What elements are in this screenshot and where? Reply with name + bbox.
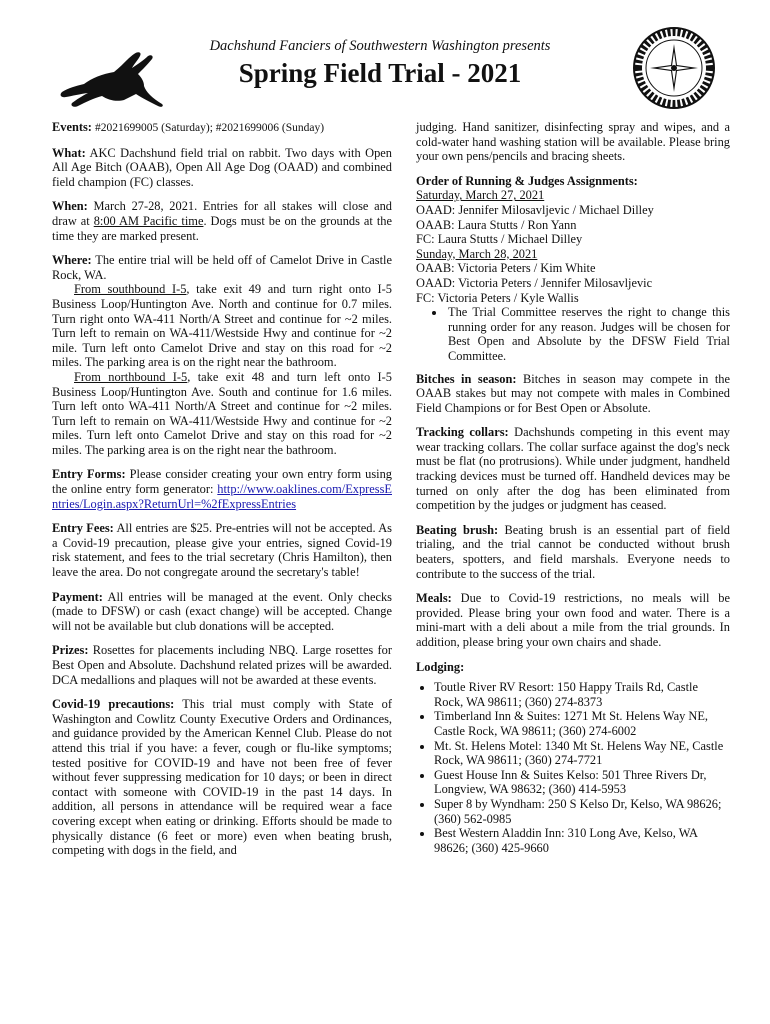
when-label: When:: [52, 199, 88, 214]
sunday-heading: Sunday, March 28, 2021: [416, 246, 538, 261]
lodging-heading: [416, 660, 730, 675]
covid-section: [52, 697, 392, 858]
order-label: Order of Running & Judges Assignments:: [416, 173, 638, 188]
northbound-label: From northbound I-5: [74, 369, 188, 384]
tracking-text: Dachshunds competing in this event may wear tracking collars. The collar surface against the dog's neck must be flat (no protrusions). While under judgment, handheld tracking devices must be turned off. Handheld devices may be turned on only after the dog has been eliminated from competition by the judges or judgment has ceased.: [416, 425, 730, 513]
bitches-label: Bitches in season:: [416, 371, 517, 386]
meals-text: Due to Covid-19 restrictions, no meals will be provided. Please bring your own food and water. There is a mini-mart with a deli about a mile from the trial grounds. In addition, please bring your own chairs and shade.: [416, 591, 730, 649]
brush-section: [416, 523, 730, 581]
club-seal-logo: [632, 26, 716, 110]
prizes-text: Rosettes for placements including NBQ. Large rosettes for Best Open and Absolute. Dachshund related prizes will be awarded. DCA medallions and plaques will not be awarded at these events.: [52, 643, 392, 687]
covid-continued-text: judging. Hand sanitizer, disinfecting spray and wipes, and a cold-water hand washing station will be available. Please bring your own pens/pencils and bracing sheets.: [416, 120, 730, 164]
what-section: [52, 146, 392, 190]
events-section: [52, 120, 392, 136]
entry-forms-text: Please consider creating your own entry form using the online entry form generator:: [52, 467, 392, 497]
where-section: [52, 253, 392, 282]
entry-fees-section: [52, 521, 392, 579]
saturday-assignment: OAAB: Laura Stutts / Ron Yann: [416, 217, 577, 232]
lodging-label: Lodging:: [416, 659, 465, 674]
page-header: [0, 0, 770, 118]
prizes-label: Prizes:: [52, 643, 89, 658]
committee-note-list: [416, 305, 730, 363]
what-text: AKC Dachshund field trial on rabbit. Two days with Open All Age Bitch (OAAB), Open All Age Dog (OAAD) and combined field champion (FC) classes.: [52, 145, 392, 189]
covid-continued: [416, 120, 730, 164]
draw-time: 8:00 AM Pacific time: [93, 213, 204, 228]
sunday-assignment: OAAD: Victoria Peters / Jennifer Milosavljevic: [416, 275, 653, 290]
brush-text: Beating brush is an essential part of field trialing, and the trial cannot be conducted without brush beaters, spotters, and field marshals. Everyone needs to contribute to the success of the trial.: [416, 522, 730, 581]
bitches-section: [416, 372, 730, 416]
header-subtitle: Dachshund Fanciers of Southwestern Washington presents: [209, 38, 551, 54]
saturday-assignment: OAAD: Jennifer Milosavljevic / Michael Dilley: [416, 202, 654, 217]
right-column: [416, 120, 730, 863]
saturday-assignment: FC: Laura Stutts / Michael Dilley: [416, 232, 583, 247]
tracking-section: [416, 425, 730, 513]
when-section: [52, 199, 392, 243]
what-label: What:: [52, 145, 86, 160]
page-title: Spring Field Trial - 2021: [238, 58, 522, 88]
saturday-heading: Saturday, March 27, 2021: [416, 188, 545, 203]
southbound-text: , take exit 49 and turn right onto I-5 Business Loop/Huntington Ave. North and continue for 0.7 miles. Turn right onto WA-411 North/A Street and continue for ~2 miles. Turn left to remain on WA-411/Westside Hwy and continue for ~2 mile. Turn left onto Camelot Drive and stay on this road for ~2 miles. The parking area is on the right near the bathroom.: [52, 282, 392, 370]
meals-section: [416, 591, 730, 649]
lodging-item: • Best Western Aladdin Inn: 310 Long Ave, Kelso, WA 98626; (360) 425-9660: [434, 826, 730, 855]
committee-note: • The Trial Committee reserves the right to change this running order for any reason. Judges will be chosen for Best Open and Absolute by the DFSW Field Trial Committee.: [446, 305, 730, 363]
meals-label: Meals:: [416, 591, 452, 606]
tracking-label: Tracking collars:: [416, 425, 509, 440]
lodging-list: [416, 680, 730, 855]
payment-text: All entries will be managed at the event. Only checks (made to DFSW) or cash (exact change) will be accepted. Change will not be available but club donations will be accepted.: [52, 589, 392, 633]
bitches-text: Bitches in season may compete in the OAAB stakes but may not compete with males in Combined Field Champions or for Best Open or Absolute.: [416, 371, 730, 415]
lodging-item: • Super 8 by Wyndham: 250 S Kelso Dr, Kelso, WA 98626; (360) 562-0985: [434, 797, 730, 826]
entry-fees-label: Entry Fees:: [52, 521, 114, 536]
sunday-assignment: OAAB: Victoria Peters / Kim White: [416, 261, 596, 276]
when-text-end: . Dogs must be on the grounds at the time they are marked present.: [52, 213, 393, 243]
when-text: March 27-28, 2021. Entries for all stakes will close and draw at: [52, 199, 392, 228]
left-column: [52, 120, 392, 868]
events-label: Events:: [52, 120, 92, 134]
where-text: The entire trial will be held off of Camelot Drive in Castle Rock, WA.: [52, 253, 393, 282]
entry-forms-section: [52, 467, 392, 511]
entry-forms-label: Entry Forms:: [52, 467, 126, 482]
southbound-directions: [52, 282, 392, 370]
payment-section: [52, 590, 392, 634]
payment-label: Payment:: [52, 589, 103, 604]
entry-fees-text: All entries are $25. Pre-entries will not be accepted. As a Covid-19 precaution, please give your entries, signed Covid-19 risk statement, and fees to the trial secretary (Chris Hamilton), then leave the area. Do not congregate around the secretary's table!: [52, 521, 392, 580]
southbound-label: From southbound I-5: [74, 282, 187, 297]
events-text: #2021699005 (Saturday); #2021699006 (Sunday): [95, 122, 325, 134]
where-label: Where:: [52, 253, 92, 268]
prizes-section: [52, 643, 392, 687]
brush-label: Beating brush:: [416, 522, 499, 537]
lodging-item: • Toutle River RV Resort: 150 Happy Trails Rd, Castle Rock, WA 98611; (360) 274-8373: [434, 680, 730, 709]
order-heading: [416, 174, 730, 189]
lodging-item: • Timberland Inn & Suites: 1271 Mt St. Helens Way NE, Castle Rock, WA 98611; (360) 274-6002: [434, 709, 730, 738]
covid-label: Covid-19 precautions:: [52, 697, 175, 712]
sunday-assignment: FC: Victoria Peters / Kyle Wallis: [416, 290, 579, 305]
lodging-item: • Mt. St. Helens Motel: 1340 Mt St. Helens Way NE, Castle Rock, WA 98611; (360) 274-7721: [434, 739, 730, 768]
covid-text: This trial must comply with State of Washington and Cowlitz County Executive Orders and Ordinances, and guidance provided by the American Kennel Club. Please do not attend this trial if you have: a fever, cough or flu-like symptoms; tested positive for COVID-19 and have not been free of fever without fever suppressing medication for 10 days; or been in direct contact with someone with COVID-19 in the past 14 days. In addition, all persons in attendance will be required wear a face covering except when eating or drinking. Efforts should be made to physically distance (6 feet or more) even when beating brush, competing with dogs in the field, and: [52, 697, 392, 858]
northbound-directions: [52, 370, 392, 458]
entry-form-link[interactable]: http://www.oaklines.com/ExpressEntries/Login.aspx?ReturnUrl=%2fExpressEntries: [52, 482, 392, 511]
lodging-item: • Guest House Inn & Suites Kelso: 501 Three Rivers Dr, Longview, WA 98632; (360) 414-5953: [434, 768, 730, 797]
northbound-text: , take exit 48 and turn left onto I-5 Business Loop/Huntington Ave. South and continue for 1.6 miles. Turn left onto WA-411 North/A Street and continue for ~2 miles. Turn left to remain on WA-411/Westside Hwy and continue for ~2 miles. Turn left onto Camelot Drive and stay on this road for ~2 miles. The parking area is on the right near the bathroom.: [52, 369, 392, 457]
